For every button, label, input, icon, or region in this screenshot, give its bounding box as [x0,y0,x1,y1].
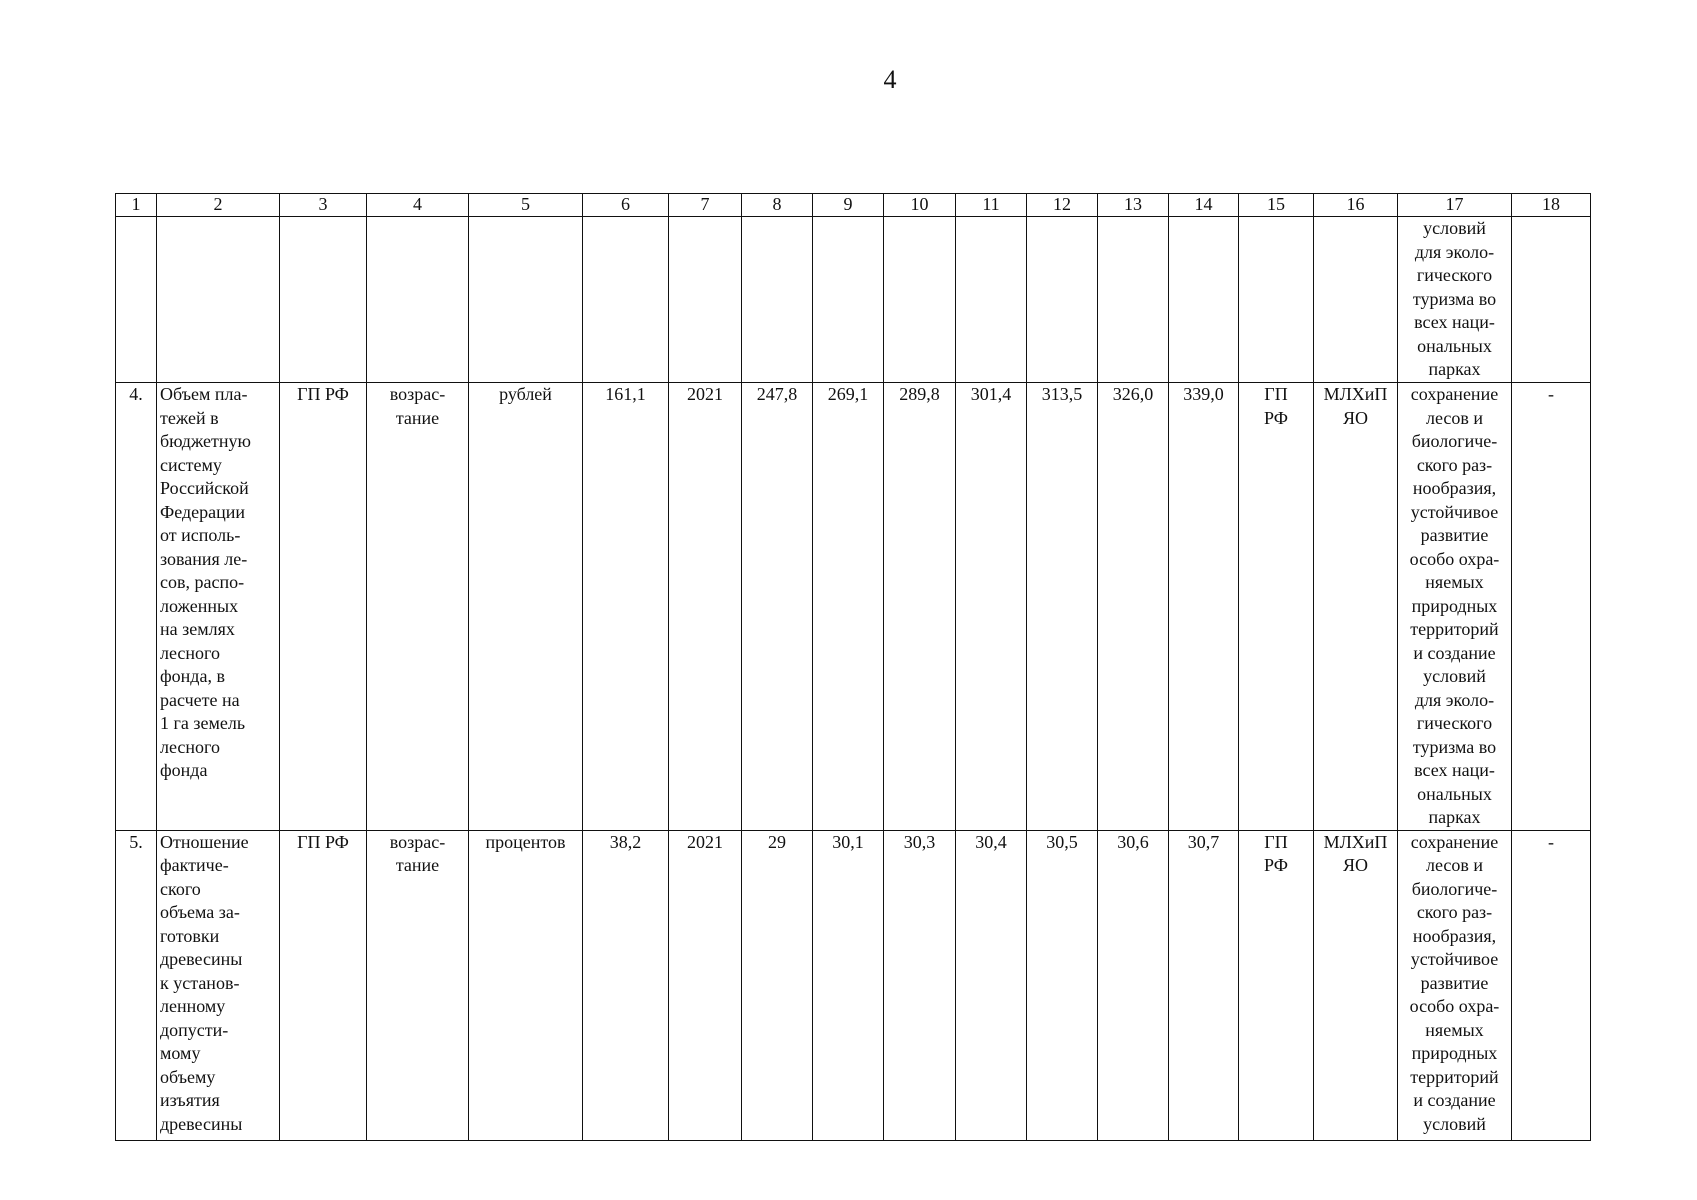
cell-document: ГП РФ [1239,383,1314,831]
cell-goal-link: условий для эколо- гического туризма во всех наци- ональных парках [1398,217,1512,383]
cell-goal-link: сохранение лесов и биологиче- ского раз- нообразия, устойчивое развитие особо охра- няемых природных территорий и создание условий для эколо- гического туризма во всех наци- ональных парках [1398,383,1512,831]
cell-document [1239,217,1314,383]
cell-indicator-name: Объем пла- тежей в бюджетную систему Российской Федерации от исполь- зования ле- сов, распо- ложенных на землях лесного фонда, в расчете на 1 га земель лесного фонда [157,383,280,831]
cell-responsible [1314,217,1398,383]
column-number: 4 [367,194,469,217]
column-number: 18 [1512,194,1591,217]
column-number: 2 [157,194,280,217]
cell-base-year [669,217,742,383]
cell-unit [469,217,583,383]
cell-level [280,217,367,383]
cell-base-value: 161,1 [583,383,669,831]
cell-trend [367,217,469,383]
cell-value: 30,1 [813,830,884,1140]
cell-value: 326,0 [1098,383,1169,831]
cell-goal-link: сохранение лесов и биологиче- ского раз- нообразия, устойчивое развитие особо охра- няемых природных территорий и создание условий [1398,830,1512,1140]
column-number: 3 [280,194,367,217]
cell-value: 30,3 [884,830,956,1140]
cell-value: 30,6 [1098,830,1169,1140]
cell-value: 301,4 [956,383,1027,831]
table-row [116,830,1591,1140]
column-number: 9 [813,194,884,217]
cell-value [742,217,813,383]
column-number: 8 [742,194,813,217]
cell-level: ГП РФ [280,383,367,831]
cell-note: - [1512,383,1591,831]
column-number: 14 [1169,194,1239,217]
table-row [116,217,1591,383]
cell-indicator-name [157,217,280,383]
cell-value: 289,8 [884,383,956,831]
column-number: 12 [1027,194,1098,217]
column-number: 1 [116,194,157,217]
column-number: 11 [956,194,1027,217]
cell-number: 4. [116,383,157,831]
cell-trend: возрас- тание [367,383,469,831]
cell-responsible: МЛХиП ЯО [1314,830,1398,1140]
cell-value: 29 [742,830,813,1140]
cell-value: 269,1 [813,383,884,831]
table-row [116,383,1591,831]
cell-value [813,217,884,383]
cell-note [1512,217,1591,383]
cell-value [1169,217,1239,383]
column-number: 5 [469,194,583,217]
cell-unit: рублей [469,383,583,831]
cell-indicator-name: Отношение фактиче- ского объема за- готовки древесины к установ- ленному допусти- мому объему изъятия древесины [157,830,280,1140]
column-number: 15 [1239,194,1314,217]
cell-note: - [1512,830,1591,1140]
page-number: 4 [883,65,897,94]
cell-value: 247,8 [742,383,813,831]
cell-base-value [583,217,669,383]
cell-value: 30,7 [1169,830,1239,1140]
cell-base-year: 2021 [669,383,742,831]
cell-value [1098,217,1169,383]
column-number: 7 [669,194,742,217]
cell-value [956,217,1027,383]
cell-value: 30,5 [1027,830,1098,1140]
cell-document: ГП РФ [1239,830,1314,1140]
cell-value: 339,0 [1169,383,1239,831]
cell-trend: возрас- тание [367,830,469,1140]
cell-base-year: 2021 [669,830,742,1140]
cell-level: ГП РФ [280,830,367,1140]
cell-unit: процентов [469,830,583,1140]
column-number: 13 [1098,194,1169,217]
cell-base-value: 38,2 [583,830,669,1140]
column-number: 6 [583,194,669,217]
cell-value [1027,217,1098,383]
cell-number [116,217,157,383]
column-number: 17 [1398,194,1512,217]
indicators-table [115,193,1591,1141]
column-number: 16 [1314,194,1398,217]
cell-number: 5. [116,830,157,1140]
column-number: 10 [884,194,956,217]
cell-value [884,217,956,383]
column-number-row [116,194,1591,217]
cell-value: 313,5 [1027,383,1098,831]
cell-value: 30,4 [956,830,1027,1140]
cell-responsible: МЛХиП ЯО [1314,383,1398,831]
